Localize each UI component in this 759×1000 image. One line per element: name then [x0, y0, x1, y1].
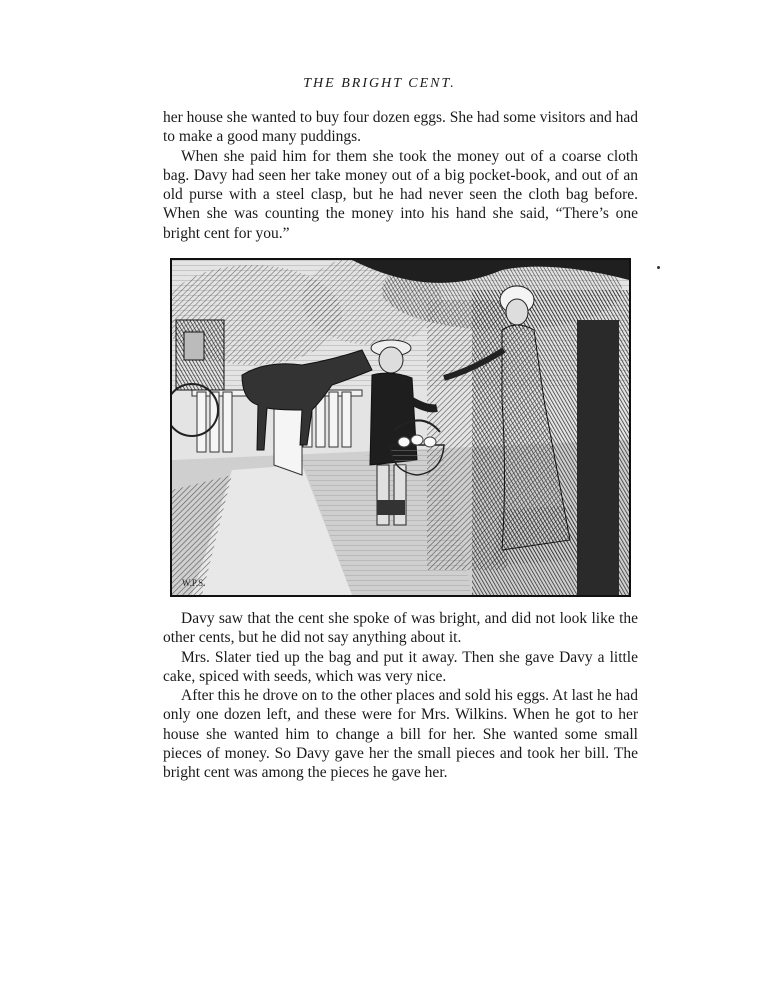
paragraph: After this he drove on to the other places and sold his eggs. At last he had only one dozen left, and these were for Mrs. Wilkins. When he got to her house she wanted him to change a bill for her. She wanted some small pieces of money. So Davy gave her the small pieces and took her bill. The bright cent was among the pieces he gave her. [163, 687, 638, 782]
paragraph: Mrs. Slater tied up the bag and put it away. Then she gave Davy a little cake, spiced with seeds, which was very nice. [163, 648, 638, 685]
stray-mark [657, 266, 660, 269]
text-block-bottom [163, 609, 638, 783]
text-block-top [163, 108, 638, 243]
paragraph: her house she wanted to buy four dozen eggs. She had some visitors and had to make a good many puddings. [163, 109, 638, 146]
artist-signature: W.P.S. [182, 578, 206, 588]
paragraph: When she paid him for them she took the money out of a coarse cloth bag. Davy had seen her take money out of a big pocket-book, and out of an old purse with a steel clasp, but he had never seen the cloth bag before. When she was counting the money into his hand she said, “There’s one bright cent for you.” [163, 147, 638, 242]
paragraph: Davy saw that the cent she spoke of was bright, and did not look like the other cents, but he did not say anything about it. [163, 610, 638, 647]
running-head: THE BRIGHT CENT. [303, 76, 456, 91]
engraving-illustration [170, 258, 631, 597]
illustration-drawing [172, 260, 629, 595]
